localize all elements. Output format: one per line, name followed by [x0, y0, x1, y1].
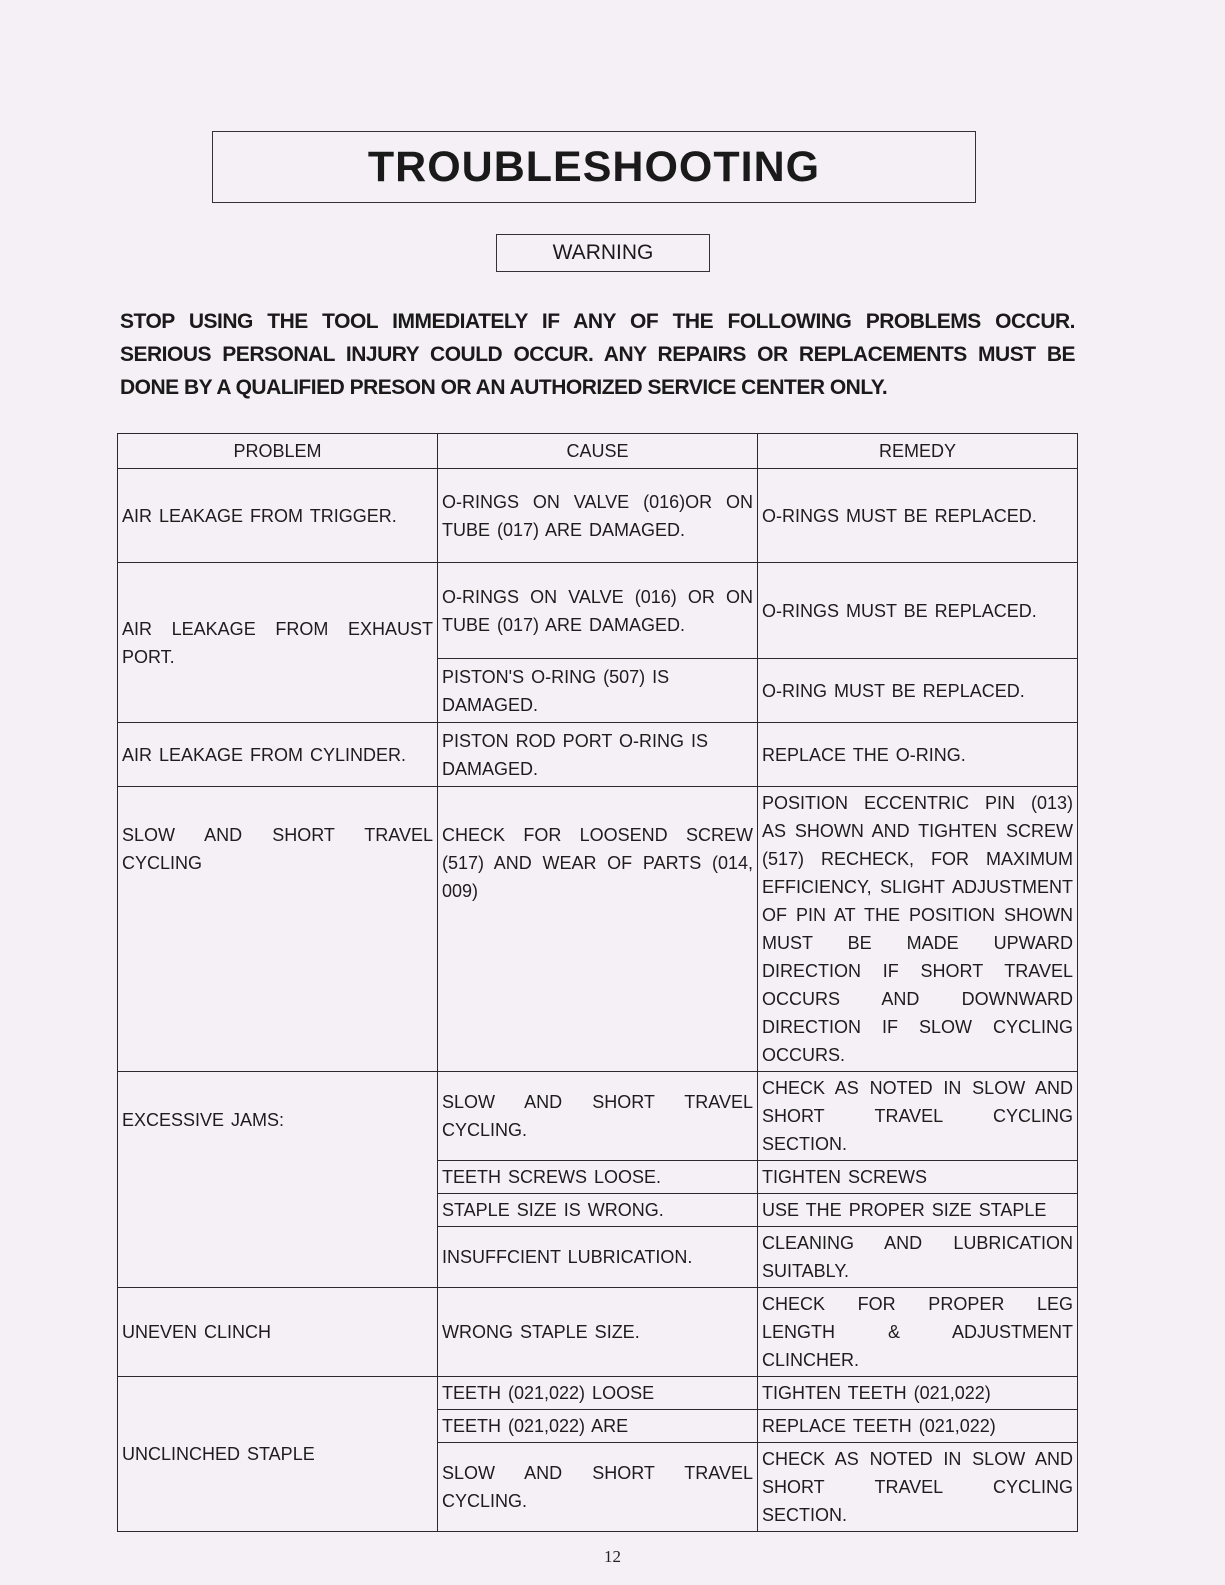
title-box	[212, 131, 976, 203]
remedy-cell: TIGHTEN TEETH (021,022)	[758, 1377, 1078, 1410]
remedy-cell: CLEANING AND LUBRICATION SUITABLY.	[758, 1227, 1078, 1288]
problem-cell: AIR LEAKAGE FROM CYLINDER.	[118, 723, 438, 787]
remedy-cell: REPLACE THE O-RING.	[758, 723, 1078, 787]
cause-cell: TEETH (021,022) LOOSE	[438, 1377, 758, 1410]
problem-cell: AIR LEAKAGE FROM TRIGGER.	[118, 469, 438, 563]
problem-cell: EXCESSIVE JAMS:	[118, 1072, 438, 1288]
header-problem: PROBLEM	[118, 434, 438, 469]
cause-cell: TEETH SCREWS LOOSE.	[438, 1161, 758, 1194]
remedy-cell: POSITION ECCENTRIC PIN (013) AS SHOWN AND TIGHTEN SCREW (517) RECHECK, FOR MAXIMUM EFFICIENCY, SLIGHT ADJUSTMENT OF PIN AT THE POSITION SHOWN MUST BE MADE UPWARD DIRECTION IF SHORT TRAVEL OCCURS AND DOWNWARD DIRECTION IF SLOW CYCLING OCCURS.	[758, 787, 1078, 1072]
warning-line-2: SERIOUS PERSONAL INJURY COULD OCCUR. ANY REPAIRS OR REPLACEMENTS MUST BE	[120, 343, 1075, 366]
remedy-cell: REPLACE TEETH (021,022)	[758, 1410, 1078, 1443]
table-row	[118, 469, 1078, 563]
warning-line-3: DONE BY A QUALIFIED PRESON OR AN AUTHORIZED SERVICE CENTER ONLY.	[120, 376, 888, 399]
remedy-cell: CHECK AS NOTED IN SLOW AND SHORT TRAVEL CYCLING SECTION.	[758, 1443, 1078, 1532]
cause-cell: STAPLE SIZE IS WRONG.	[438, 1194, 758, 1227]
warning-label-box	[496, 234, 710, 272]
remedy-cell: CHECK AS NOTED IN SLOW AND SHORT TRAVEL CYCLING SECTION.	[758, 1072, 1078, 1161]
header-remedy: REMEDY	[758, 434, 1078, 469]
cause-cell: O-RINGS ON VALVE (016)OR ON TUBE (017) ARE DAMAGED.	[438, 469, 758, 563]
warning-label: WARNING	[552, 241, 654, 264]
cause-cell: INSUFFCIENT LUBRICATION.	[438, 1227, 758, 1288]
warning-paragraph	[120, 305, 1075, 404]
page-number: 12	[604, 1547, 621, 1566]
cause-cell: O-RINGS ON VALVE (016) OR ON TUBE (017) ARE DAMAGED.	[438, 563, 758, 659]
problem-cell: UNCLINCHED STAPLE	[118, 1377, 438, 1532]
problem-cell: UNEVEN CLINCH	[118, 1288, 438, 1377]
table-row	[118, 1072, 1078, 1161]
cause-cell: WRONG STAPLE SIZE.	[438, 1288, 758, 1377]
cause-cell: SLOW AND SHORT TRAVEL CYCLING.	[438, 1072, 758, 1161]
table-row	[118, 563, 1078, 659]
remedy-cell: O-RINGS MUST BE REPLACED.	[758, 469, 1078, 563]
cause-cell: CHECK FOR LOOSEND SCREW (517) AND WEAR OF PARTS (014, 009)	[438, 787, 758, 1072]
cause-cell: TEETH (021,022) ARE	[438, 1410, 758, 1443]
problem-cell: AIR LEAKAGE FROM EXHAUST PORT.	[118, 563, 438, 723]
table-row	[118, 1288, 1078, 1377]
remedy-cell: USE THE PROPER SIZE STAPLE	[758, 1194, 1078, 1227]
troubleshooting-table	[117, 433, 1078, 1532]
cause-cell: PISTON ROD PORT O-RING IS DAMAGED.	[438, 723, 758, 787]
problem-cell: SLOW AND SHORT TRAVEL CYCLING	[118, 787, 438, 1072]
table-row	[118, 1377, 1078, 1410]
header-cause: CAUSE	[438, 434, 758, 469]
table-row	[118, 787, 1078, 1072]
remedy-cell: O-RING MUST BE REPLACED.	[758, 659, 1078, 723]
cause-cell: SLOW AND SHORT TRAVEL CYCLING.	[438, 1443, 758, 1532]
table-row	[118, 723, 1078, 787]
cause-cell: PISTON'S O-RING (507) IS DAMAGED.	[438, 659, 758, 723]
page-title: TROUBLESHOOTING	[367, 142, 821, 191]
remedy-cell: O-RINGS MUST BE REPLACED.	[758, 563, 1078, 659]
remedy-cell: CHECK FOR PROPER LEG LENGTH & ADJUSTMENT CLINCHER.	[758, 1288, 1078, 1377]
remedy-cell: TIGHTEN SCREWS	[758, 1161, 1078, 1194]
table-header-row	[118, 434, 1078, 469]
warning-line-1: STOP USING THE TOOL IMMEDIATELY IF ANY OF THE FOLLOWING PROBLEMS OCCUR.	[120, 310, 1075, 333]
